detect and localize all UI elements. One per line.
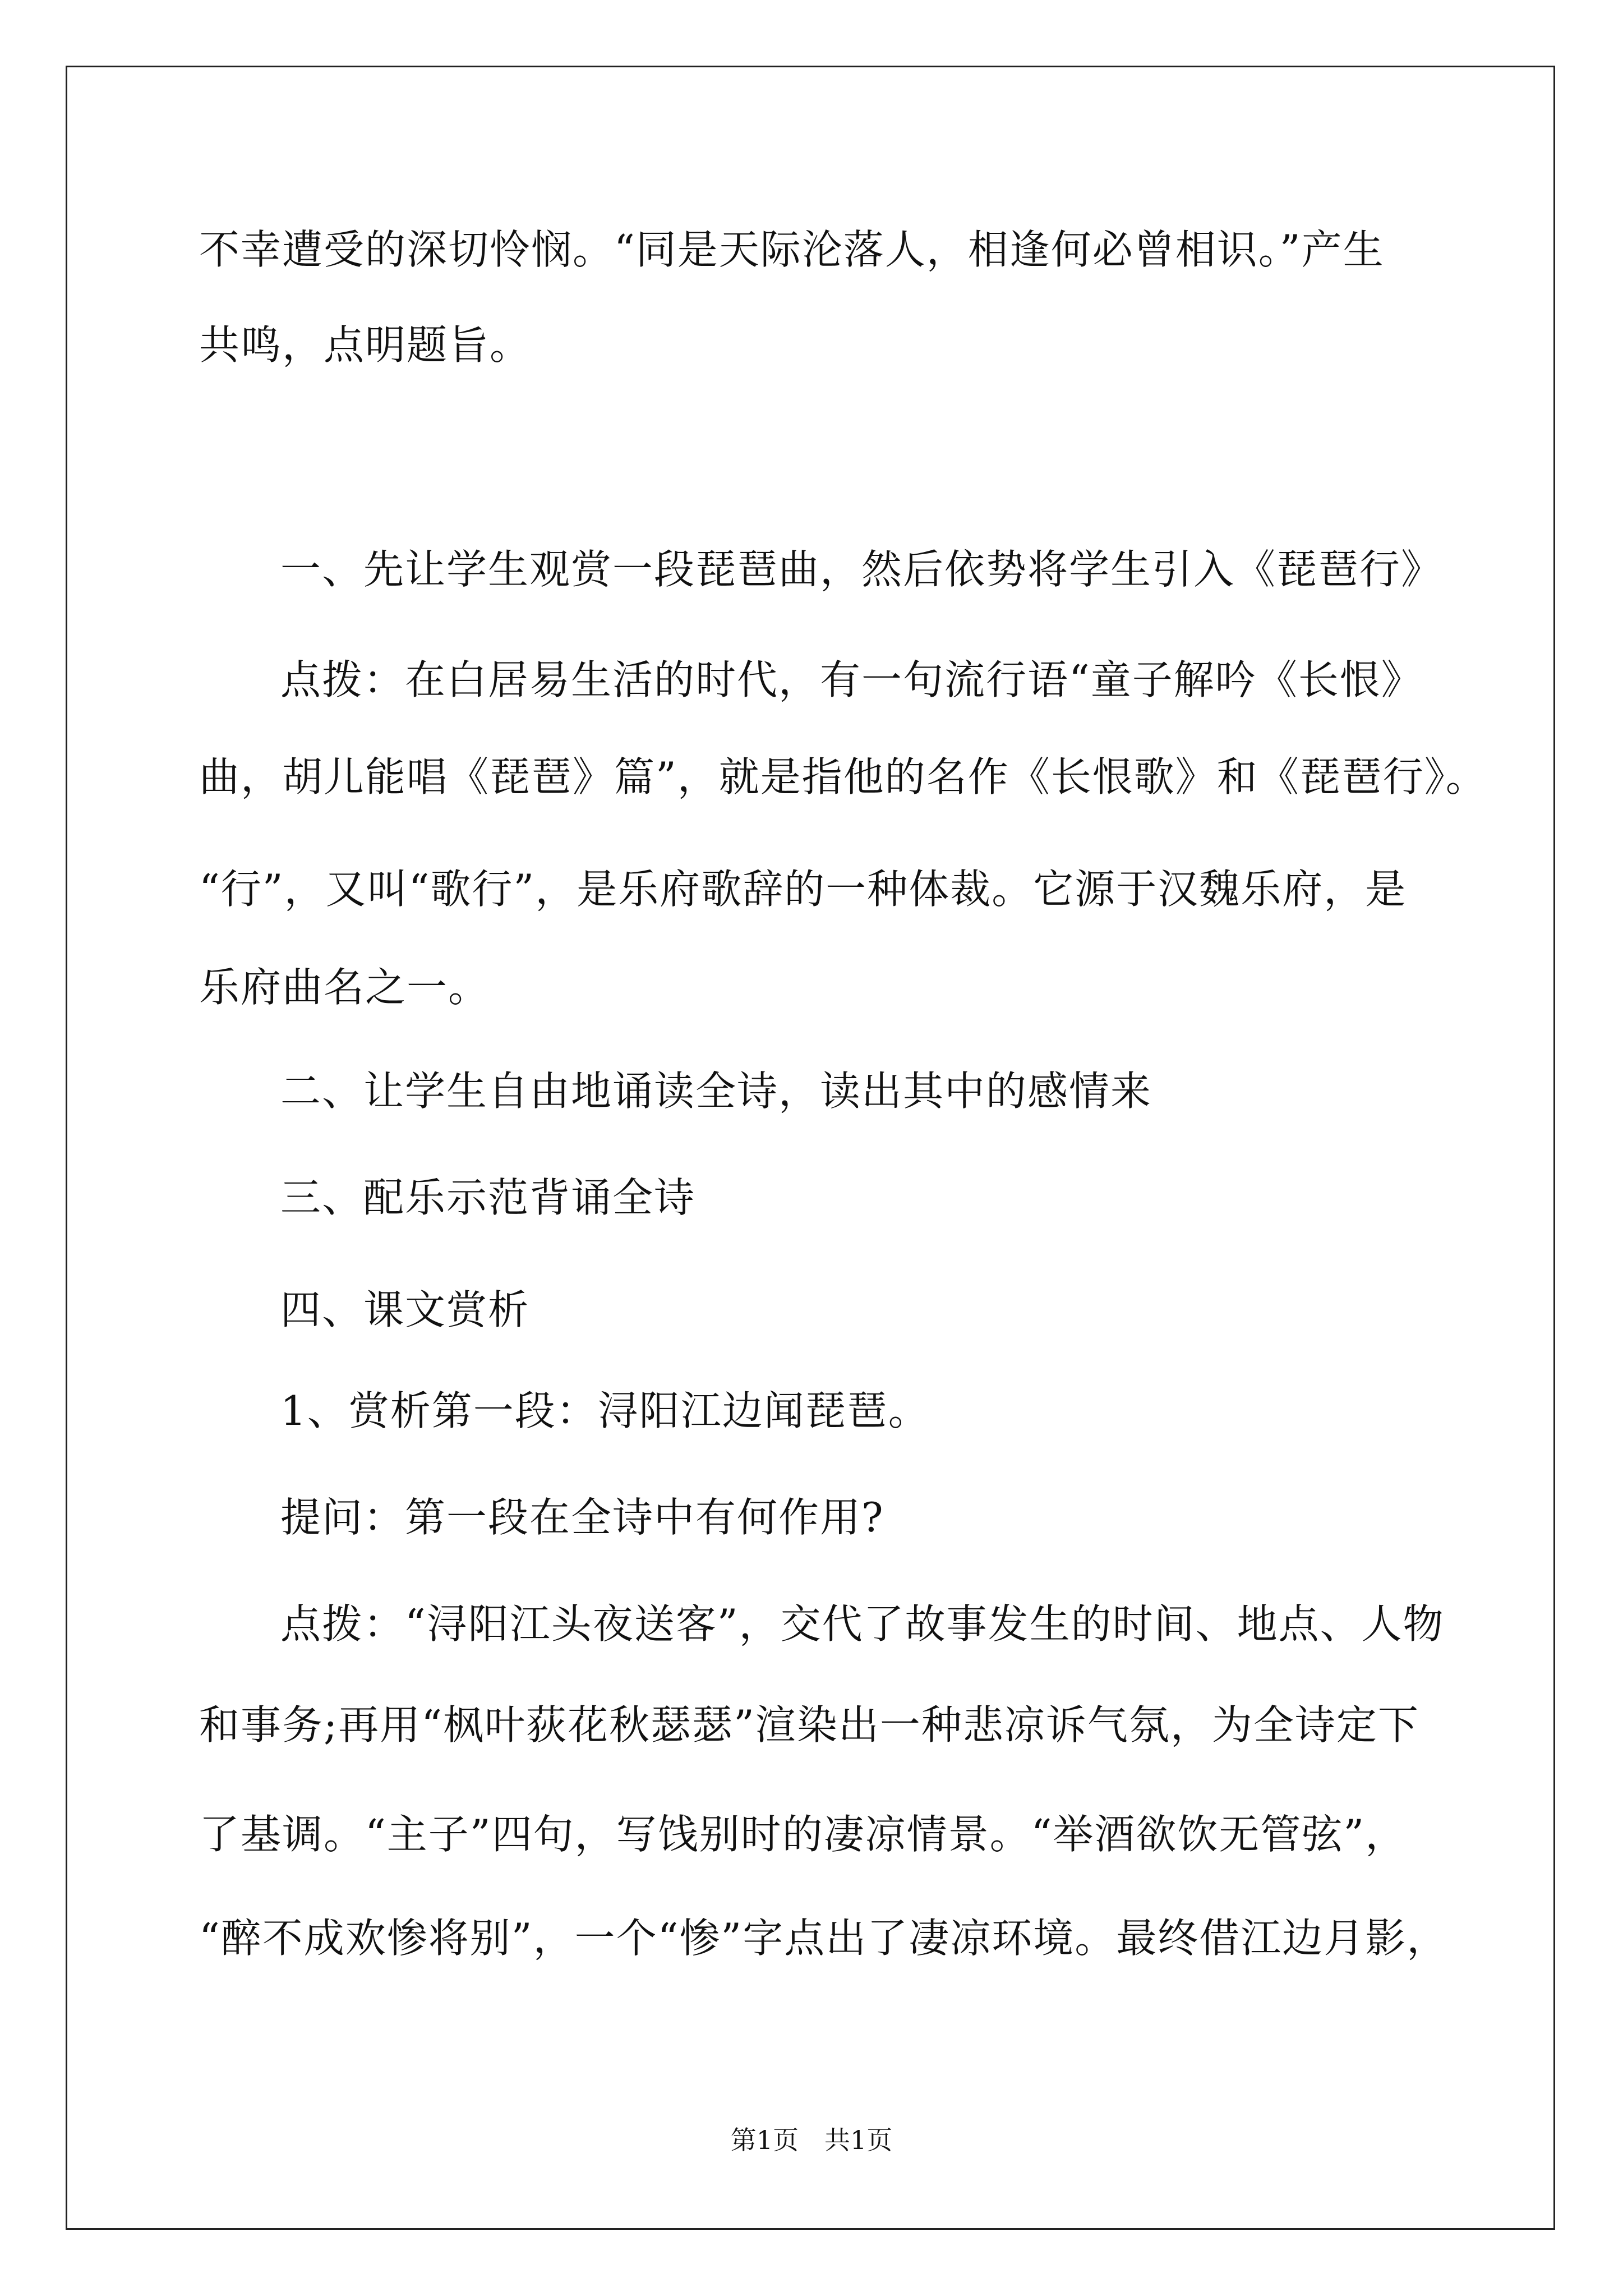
section-heading: 四、课文赏析 bbox=[280, 1286, 530, 1333]
body-line: 和事务;再用“枫叶荻花秋瑟瑟”渲染出一种悲凉诉气氛，为全诗定下 bbox=[199, 1701, 1419, 1749]
body-line: 不幸遭受的深切怜悯。“同是天际沦落人，相逢何必曾相识。”产生 bbox=[199, 226, 1385, 273]
body-line: 提问：第一段在全诗中有何作用? bbox=[280, 1494, 884, 1541]
body-line: “醉不成欢惨将别”，一个“惨”字点出了凄凉环境。最终借江边月影， bbox=[199, 1915, 1449, 1962]
body-line: 共鸣，点明题旨。 bbox=[199, 321, 532, 369]
section-heading: 三、配乐示范背诵全诗 bbox=[280, 1174, 696, 1221]
section-heading: 一、先让学生观赏一段琵琶曲，然后依势将学生引入《琵琶行》 bbox=[280, 546, 1443, 593]
page-footer: 第1页 共1页 bbox=[730, 2125, 893, 2155]
subsection-heading: 1、赏析第一段：浔阳江边闻琵琶。 bbox=[280, 1387, 930, 1434]
section-heading: 二、让学生自由地诵读全诗，读出其中的感情来 bbox=[280, 1068, 1152, 1115]
body-line: 了基调。“主子”四句，写饯别时的凄凉情景。“举酒欲饮无管弦”， bbox=[199, 1811, 1407, 1858]
body-line: 乐府曲名之一。 bbox=[199, 964, 490, 1011]
page-border bbox=[66, 66, 1555, 2230]
body-line: 点拨：“浔阳江头夜送客”，交代了故事发生的时间、地点、人物 bbox=[280, 1600, 1445, 1648]
body-line: 点拨：在白居易生活的时代，有一句流行语“童子解吟《长恨》 bbox=[280, 656, 1423, 703]
body-line: 曲，胡儿能唱《琵琶》篇”，就是指他的名作《长恨歌》和《琵琶行》。 bbox=[199, 753, 1487, 800]
body-line: “行”，又叫“歌行”，是乐府歌辞的一种体裁。它源于汉魏乐府，是 bbox=[199, 866, 1407, 913]
